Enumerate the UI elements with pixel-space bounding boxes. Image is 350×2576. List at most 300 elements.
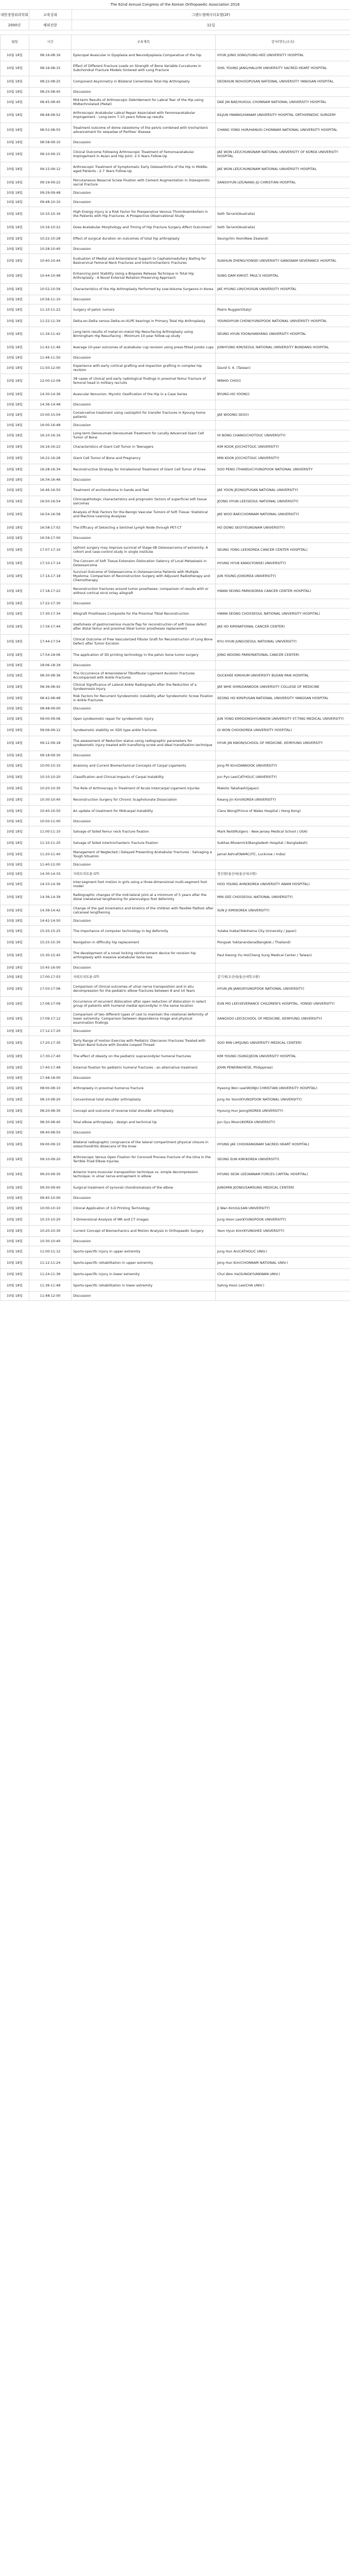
row-date: 10월 18일 [1,1094,29,1106]
table-row [1,97,350,108]
row-time: 11:00-11:12 [29,1246,72,1258]
row-speaker: JAE YOON JEONG(PUSAN NATIONAL UNIVERSITY) [216,485,350,496]
row-speaker: JAE WHE SHIN/DANKOOK UNIVERSITY COLLEGE OF MEDICINE [216,682,350,693]
row-title: Discussion [72,751,216,760]
table-row [1,584,350,599]
row-speaker: JUNHYUNG KIM/SEOUL NATIONAL UNIVERSITY BUNDANG HOSPITAL [216,342,350,353]
row-speaker [216,1074,350,1083]
row-speaker: SEUNG HYUN YOON/HANYANG UNIVERSITY HOSPITAL [216,327,350,342]
row-time: 11:42-11:46 [29,342,72,353]
row-title: Conservative treatment using cast/splint for transfer fractures in Kyoung home patients [72,410,216,421]
row-date: 10월 18일 [1,1182,29,1194]
row-time: 08:52-08:55 [29,123,72,138]
row-title: Characteristics of the Hip Arthroplasty Performed by Low-Volume Surgeons in Korea [72,284,216,295]
row-speaker: MIN GEE CHO(SEOUL NATIONAL UNIVERSITY) [216,890,350,905]
table-row [1,453,350,464]
row-title: Total elbow arthroplasty : design and technical tip [72,1117,216,1128]
row-title: Treatment of enchondroma in hands and feet [72,485,216,496]
row-date: 10월 18일 [1,207,29,222]
row-date: 10월 18일 [1,353,29,363]
row-date: 10월 18일 [1,147,29,162]
row-speaker: BYUNG-HO YOON(i) [216,389,350,400]
row-speaker [216,421,350,430]
row-speaker: SEUNG YONG LEE(KOREA CANCER CENTER HOSPITAL) [216,543,350,558]
row-time: 10:28-10:40 [29,245,72,254]
row-date: 10월 18일 [1,725,29,736]
row-time: 15:25-15:30 [29,937,72,948]
row-title: The importance of computer technology in leg deformity [72,926,216,937]
row-time: 16:28-16:34 [29,464,72,476]
table-row [1,860,350,870]
row-date: 10월 18일 [1,543,29,558]
row-time: 09:10-09:20 [29,1153,72,1167]
row-time: 09:30-09:40 [29,1182,72,1194]
row-date: 10월 18일 [1,661,29,670]
row-speaker: Jong Pil Kim(DANKOOK UNIVERSITY) [216,760,350,772]
row-speaker [216,245,350,254]
row-date: 10월 18일 [1,760,29,772]
row-title: Treatment outcome of dome osteotomy of the pelvis combined with trochanteric advancement for sequelae of Perthes' disease [72,123,216,138]
row-title: Giant Cell Tumor of Bone and Pregnancy [72,453,216,464]
table-row [1,704,350,714]
row-title: The Concern of Soft Tissue Extension Dislocation (latency of Local Metastasis in Osteosarcoma [72,558,216,569]
table-row [1,569,350,584]
table-row [1,963,350,973]
count-cell: 11일 [206,23,215,27]
table-row [1,1292,350,1301]
row-title: 3-Dimensional Analysis of MR and CT images [72,1214,216,1226]
row-title: Navigation in difficulty hip replacement [72,937,216,948]
row-date: 10월 18일 [1,794,29,806]
row-title: Anatomy and Current Biomechanical Concepts of Carpal Ligaments [72,760,216,772]
row-date: 10월 18일 [1,421,29,430]
table-row [1,189,350,198]
row-speaker: HYUN JIN JANG(KYUNGPOOK NATIONAL UNIVERSITY) [216,982,350,997]
row-date: 10월 18일 [1,400,29,410]
table-row [1,177,350,189]
row-time: 17:18-17:22 [29,584,72,599]
page-title: The 62nd Annual Congress of the Korean Orthopaedic Association 2018 [0,0,350,10]
row-title: Mid-term Results of Arthroscopic Debridement for Labral Tear of the Hip using Midtechnolated (Pedal) [72,97,216,108]
row-speaker: SOO MIN LIM(JUNG UNIVERSITY MEDICAL CENTER) [216,1036,350,1051]
row-date: 10월 18일 [1,316,29,327]
table-row [1,879,350,890]
row-time: 08:30-08:36 [29,670,72,682]
row-date: 10월 18일 [1,620,29,635]
row-speaker: JAE WOO BAE(CHONNAM NATIONAL UNIVERSITY) [216,507,350,522]
row-date: 10월 18일 [1,177,29,189]
row-title: The application of 3D printing technology in the pelvic bone tumor surgery [72,650,216,661]
row-speaker [216,88,350,97]
category-cell: 교육강좌 [29,10,72,20]
row-speaker: HYUK JIN KWON/SCHOOL OF MEDICINE, KEIMYUNG UNIVERSITY [216,736,350,751]
row-title: Comparison of two different types of cast to maintain the rotational deformity of lower extremity: Comparison between dependence image and physical examination findings [72,1012,216,1027]
row-title: Long-term Denosumab Denosumab Treatment for Locally Advanced Giant Cell Tumor of Bone [72,430,216,442]
table-row [1,304,350,316]
row-speaker: Yeon Hyun Kim(KYUNGHEE UNIVERSITY) [216,1226,350,1237]
table-row [1,1153,350,1167]
row-title: Anterior trans-muscular transposition technique vs. simple decompression technique: in ulnar nerve entrapment in elbow [72,1167,216,1182]
row-time: 10:52-10:56 [29,284,72,295]
table-row [1,389,350,400]
table-row [1,400,350,410]
row-title: Discussion [72,661,216,670]
row-title: Sports-specific injury in lower extremity [72,1269,216,1280]
row-speaker: HOO YOUNG AHN(KOREA UNIVERSITY ANAM HOSPITAL) [216,879,350,890]
row-title: Arthroplasty in proximal humerus fracture [72,1083,216,1094]
row-speaker: SANGSOO LEE(SCHOOL OF MEDICINE, KEIMYUNG UNIVERSITY) [216,1012,350,1027]
row-date: 10월 18일 [1,1027,29,1036]
row-date: 10월 18일 [1,522,29,534]
row-date: 10월 18일 [1,1214,29,1226]
row-date: 10월 18일 [1,138,29,147]
row-title: Discussion [72,245,216,254]
row-time: 11:36-11:48 [29,1280,72,1292]
row-title: External fixation for pediatric humeral fractures : an alternative treatment [72,1062,216,1074]
row-date: 10월 18일 [1,61,29,76]
row-date: 10월 18일 [1,410,29,421]
row-time: 17:20-17:30 [29,1036,72,1051]
row-time: 17:06-17:09 [29,997,72,1012]
row-time: 09:19-09:22 [29,177,72,189]
row-date: 10월 18일 [1,198,29,207]
row-time: 17:48-18:00 [29,1074,72,1083]
row-date: 10월 18일 [1,304,29,316]
row-time: 11:50-12:00 [29,363,72,374]
row-title: Surgery of pelvic tumors [72,304,216,316]
type-cell: 해외전문 [29,20,72,30]
row-time: 17:30-17:34 [29,608,72,620]
table-row [1,198,350,207]
row-speaker: HYUNG SEOK LEE(ANNAM FORCES CAPITAL HOSPITAL) [216,1167,350,1182]
row-date: 10월 18일 [1,189,29,198]
row-time: 15:45-16:00 [29,963,72,973]
row-title: Reconstruction Surgery for Chronic Scapholunate Dissociation [72,794,216,806]
row-date: 10월 18일 [1,849,29,860]
table-row [1,937,350,948]
row-date: 10월 18일 [1,453,29,464]
row-date: 10월 18일 [1,838,29,849]
row-date: 10월 18일 [1,1226,29,1237]
row-time: 11:46-11:50 [29,353,72,363]
row-title: Discussion [72,1237,216,1246]
row-title: Component Asymmetry in Bilateral Cementless Total Hip Arthroplasty [72,76,216,88]
row-date: 10월 18일 [1,496,29,507]
table-header-row [1,35,350,50]
row-time: 17:22-17:30 [29,599,72,608]
table-row [1,948,350,963]
row-time: 14:30-14:33 [29,870,72,879]
row-title: Clinicopathologic characteristics and prognostic factors of superficial soft tissue sarcomas [72,496,216,507]
row-date: 10월 18일 [1,982,29,997]
row-title: Discussion [72,138,216,147]
row-time: 10:16-10:22 [29,222,72,233]
table-row [1,1246,350,1258]
table-row [1,772,350,783]
table-row [1,430,350,442]
table-row [1,50,350,61]
row-time: 10:20-10:30 [29,1226,72,1237]
table-row [1,1027,350,1036]
table-row [1,870,350,879]
row-date: 10월 18일 [1,162,29,177]
row-date: 10월 18일 [1,1138,29,1153]
row-title: Analysis of Risk Factors for the Benign Vascular Tumors of Soft Tissue: Statistical and Machine Learning Analyses [72,507,216,522]
row-date: 10월 18일 [1,476,29,485]
row-date: 10월 18일 [1,1051,29,1062]
row-time: 10:22-10:28 [29,233,72,245]
row-date: 10월 18일 [1,374,29,389]
row-speaker: JAE WON LEE/CHUNGNAM NATIONAL UNIVERSITY OF KOREA UNIVERSITY HOSPITAL [216,147,350,162]
row-speaker: JONG WOONG PARK(NATIONAL CANCER CENTER) [216,650,350,661]
row-time: 10:30-10:40 [29,1237,72,1246]
row-date: 10월 18일 [1,1074,29,1083]
row-time: 11:24-11:36 [29,1269,72,1280]
table-row [1,650,350,661]
row-time: 16:59-17:00 [29,534,72,543]
row-title: Sports-specific rehabilitation in lower extremity [72,1280,216,1292]
row-title: Management of Neglected / Delayed Presenting Acetabular Fractures : Salvaging a Tough Situation [72,849,216,860]
row-time: 08:48-08:52 [29,108,72,123]
row-speaker: Pongsak Yuktanandana(Bangkok / Thailand) [216,937,350,948]
row-date: 10월 18일 [1,1062,29,1074]
row-time: 17:30-17:40 [29,1051,72,1062]
table-row [1,353,350,363]
row-title: Open syndesmotic repair for syndesmotic injury [72,714,216,725]
row-date: 10월 18일 [1,860,29,870]
row-speaker: HYUNG HYUK KANG(YONSEI UNIVERSITY) [216,558,350,569]
table-row [1,108,350,123]
row-speaker [216,1194,350,1203]
table-row [1,806,350,817]
row-time: 16:58-17:02 [29,522,72,534]
row-title: Radiographic changes of the mid-lateral joint at a minimum of 5 years after the distal metatarsal lengthening for planovalgus foot deformity [72,890,216,905]
table-row [1,1083,350,1094]
row-speaker: KIM YOUNG (SUNG)JEON UNIVERSITY HOSPITAL [216,1051,350,1062]
row-time: 17:54-18:06 [29,650,72,661]
row-speaker [216,661,350,670]
row-title: Clinical Outcome of Free Vascularized Fibular Graft for Reconstruction of Long Bone Defect after Tumor Excision [72,635,216,650]
row-time: 17:09-17:12 [29,1012,72,1027]
row-speaker: Sahng Hoon Lee(CHA UNIV.) [216,1280,350,1292]
row-time: 17:34-17:44 [29,620,72,635]
row-title: Discussion [72,198,216,207]
row-date: 10월 18일 [1,772,29,783]
table-row [1,558,350,569]
row-date: 10월 18일 [1,97,29,108]
row-speaker: SUNG DAM KIM/ST. PAUL'S HOSPITAL [216,269,350,284]
row-time: 08:00-08:10 [29,1083,72,1094]
row-speaker [216,1027,350,1036]
row-title: Delta-on-Delta versus Delta-on-XLPE bearings in Primary Total Hip Arthroplasty [72,316,216,327]
row-title: Characteristics of Giant Cell Tumor in Teenagers [72,442,216,453]
table-row [1,1036,350,1051]
table-row [1,725,350,736]
row-time: 08:16-08:16 [29,50,72,61]
row-title: Arthroscopic Acetabular Labral Repair Associated with Femoroacetabular Impingement : Long-term 7-10 years follow-up results [72,108,216,123]
table-row [1,693,350,704]
row-speaker: SUN JI KIM(KOREA UNIVERSITY) [216,905,350,917]
table-row [1,269,350,284]
row-date: 10월 18일 [1,997,29,1012]
row-date: 10월 18일 [1,608,29,620]
row-date: 10월 18일 [1,751,29,760]
row-speaker: Seth Tarrant(Australia) [216,207,350,222]
table-row [1,327,350,342]
row-speaker: Jamal Ashraf(NAMC/ITC, Lucknow / India) [216,849,350,860]
row-time: 15:20-15:25 [29,926,72,937]
row-date: 10월 18일 [1,76,29,88]
row-speaker: Jun Gyu Moon(KOREA UNIVERSITY) [216,1117,350,1128]
row-date: 10월 18일 [1,123,29,138]
row-speaker: CHANG YONG HUR/HANUSI CHONNAM NATIONAL UNIVERSITY HOSPITAL [216,123,350,138]
row-time: 10:30-10:40 [29,794,72,806]
row-speaker: JOHN PENEIRA(HESE, Philippines) [216,1062,350,1074]
row-speaker: MINHO CHO(i) [216,374,350,389]
row-title: Surgical treatment of synovial chondromatosis of the elbow [72,1182,216,1194]
row-speaker [216,295,350,304]
row-speaker: DEOKHUN NOH/SOPUSAN NATIONAL UNIVERSITY YANGSAN HOSPITAL [216,76,350,88]
row-time: 10:00-10:10 [29,760,72,772]
row-date: 10월 18일 [1,108,29,123]
row-title: Change of the gait kinematics and kinetics of the children with flexible flatfoot after calcaneal lengthening [72,905,216,917]
table-row [1,363,350,374]
row-speaker: JUN YONG KIM(DONGHYUNWON UNIVERSITY ST.TING MEDICAL UNIVERSITY) [216,714,350,725]
row-title: Conventional total shoulder arthroplasty [72,1094,216,1106]
row-date: 10월 18일 [1,670,29,682]
row-speaker: HWAN SEONG PARK(KOREA CANCER CENTER HOSPITAL) [216,584,350,599]
row-date: 10월 18일 [1,284,29,295]
row-title: The Efficacy of Detecting a Sentinel Lymph Node through PET-CT [72,522,216,534]
table-row [1,849,350,860]
row-time: 16:00-16:48 [29,421,72,430]
row-time: 08:16-08:15 [29,61,72,76]
table-row [1,682,350,693]
table-row [1,76,350,88]
row-date: 10월 18일 [1,879,29,890]
row-time: 09:12-09:18 [29,736,72,751]
table-row [1,926,350,937]
row-speaker: Chul Won Ha(SUNGKYUNKWAN UNIV.) [216,1269,350,1280]
schedule-body [1,50,350,1301]
row-speaker: YOUNGHYUN CHOW/YUNGPOOK NATIONAL UNIVERSITY HOSPITAL [216,316,350,327]
table-row [1,316,350,327]
row-title: Percutaneous Resacral Screw Fixation with Cement Augmentation in Osteoporotic sacral Fracture [72,177,216,189]
row-date: 10월 18일 [1,430,29,442]
row-title: Discussion [72,1194,216,1203]
row-title: 저희모의토론 OTI [72,973,216,982]
table-row [1,207,350,222]
row-time: 14:39-14:42 [29,905,72,917]
row-date: 10월 18일 [1,584,29,599]
row-time: 17:10-17:14 [29,558,72,569]
row-time: 10:10-10:16 [29,207,72,222]
table-row [1,905,350,917]
row-time: 10:44-10:48 [29,269,72,284]
row-time: 11:20-11:40 [29,849,72,860]
table-row [1,496,350,507]
row-date: 10월 18일 [1,1246,29,1258]
table-row [1,661,350,670]
table-row [1,138,350,147]
row-time: 09:18-09:30 [29,751,72,760]
row-title: Effect of surgical duration on outcomes of total hip arthroplasty [72,233,216,245]
row-speaker: JUN YOUNG JO(KOREA UNIVERSITY) [216,569,350,584]
row-time: 17:12-17:20 [29,1027,72,1036]
row-speaker [216,138,350,147]
row-speaker: MIN KOOK JO(CHOTOUC UNIVERSITY) [216,453,350,464]
table-row [1,736,350,751]
row-title: Comparison of clinical outcomes of ulnar nerve transposition and in situ decompression for the pediatric elbow fractures between 8 and 14 Years [72,982,216,997]
table-row [1,61,350,76]
row-speaker [216,476,350,485]
row-time: 16:34-16:46 [29,476,72,485]
table-row [1,162,350,177]
row-date: 10월 18일 [1,269,29,284]
table-row [1,507,350,522]
row-speaker: Seth Tarrant(Australia) [216,222,350,233]
row-speaker: DAE JIN BAE/HUIGUL CHONNAM NATIONAL UNIVERSITY HOSPITAL [216,97,350,108]
table-row [1,1226,350,1237]
row-time: 11:10-11:20 [29,838,72,849]
row-title: Enhancing Joint Stability Using a Biopsies Release Technique in Total Hip Arthroplasty : A Novel External Rotation-Preserving Approach [72,269,216,284]
table-row [1,295,350,304]
table-row [1,421,350,430]
table-row [1,838,350,849]
row-title: Clinical Significance of Lateral Ankle Radiographs after the Reduction of a Syndesmosis Injury [72,682,216,693]
row-date: 10월 18일 [1,973,29,982]
row-title: Discussion [72,1128,216,1138]
row-time: 10:40-10:44 [29,254,72,269]
row-title: Survival Outcome of Osteosarcoma in Osteosarcoma Patients with Multiple Myeloma: Comparison of Reconstruction Surgery with Adjuvant Radiotherapy and Chemotherapy [72,569,216,584]
table-row [1,543,350,558]
row-speaker [216,963,350,973]
row-title: An update of treatment for Midcarpal Instability [72,806,216,817]
row-speaker [216,751,350,760]
row-speaker: GHIL YOUNG JANG/HALLYM UNIVERSITY SACRED HEART HOSPITAL [216,61,350,76]
row-date: 10월 18일 [1,917,29,926]
row-time: 09:06-09:12 [29,725,72,736]
row-time: 18:06-18:18 [29,661,72,670]
row-title: Evaluation of Medial and Anterolateral Support to Cephalomedullary Nailing for Basicervical Femoral Neck Fractures and Intertrochanteric Fractures [72,254,216,269]
row-title: Discussion [72,421,216,430]
table-row [1,1128,350,1138]
row-speaker [216,534,350,543]
header-title: 교육제목 [72,35,216,50]
row-date: 10월 18일 [1,599,29,608]
table-row [1,254,350,269]
row-speaker: Subhas Bhowmick(Bangladesh Hospital / Bangladesh) [216,838,350,849]
row-speaker [216,917,350,926]
row-title: Risk Factors for Recurrent Syndesmotic instability after Syndesmotic Screw Fixation in Ankle Fractures [72,693,216,704]
row-time: 08:45-08:45 [29,97,72,108]
row-title: Discussion [72,88,216,97]
row-time: 17:44-17:54 [29,635,72,650]
row-speaker [216,599,350,608]
row-time: 16:50-16:54 [29,496,72,507]
row-speaker: 김기세(조선대/울산대학교원) [216,973,350,982]
row-date: 10월 18일 [1,937,29,948]
row-speaker: GI WON CHOI(KOREA UNIVERSITY HOSPITAL) [216,725,350,736]
row-date: 10월 18일 [1,1117,29,1128]
header-time: 시간 [29,35,72,50]
row-time: 11:34-11:42 [29,327,72,342]
row-title: Effect of Different Fracture Loads on Strength of Bone Variable Curvatures in Subchondral Fracture Models Sintered with Long Fracture [72,61,216,76]
row-title: Current Concept of Biomechanics and Motion Analysis in Orthopaedic Surgery [72,1226,216,1237]
table-row [1,374,350,389]
row-speaker: Clara Wong(Prince of Wales Hospital / Hong Kong) [216,806,350,817]
schedule-table [0,35,350,1301]
